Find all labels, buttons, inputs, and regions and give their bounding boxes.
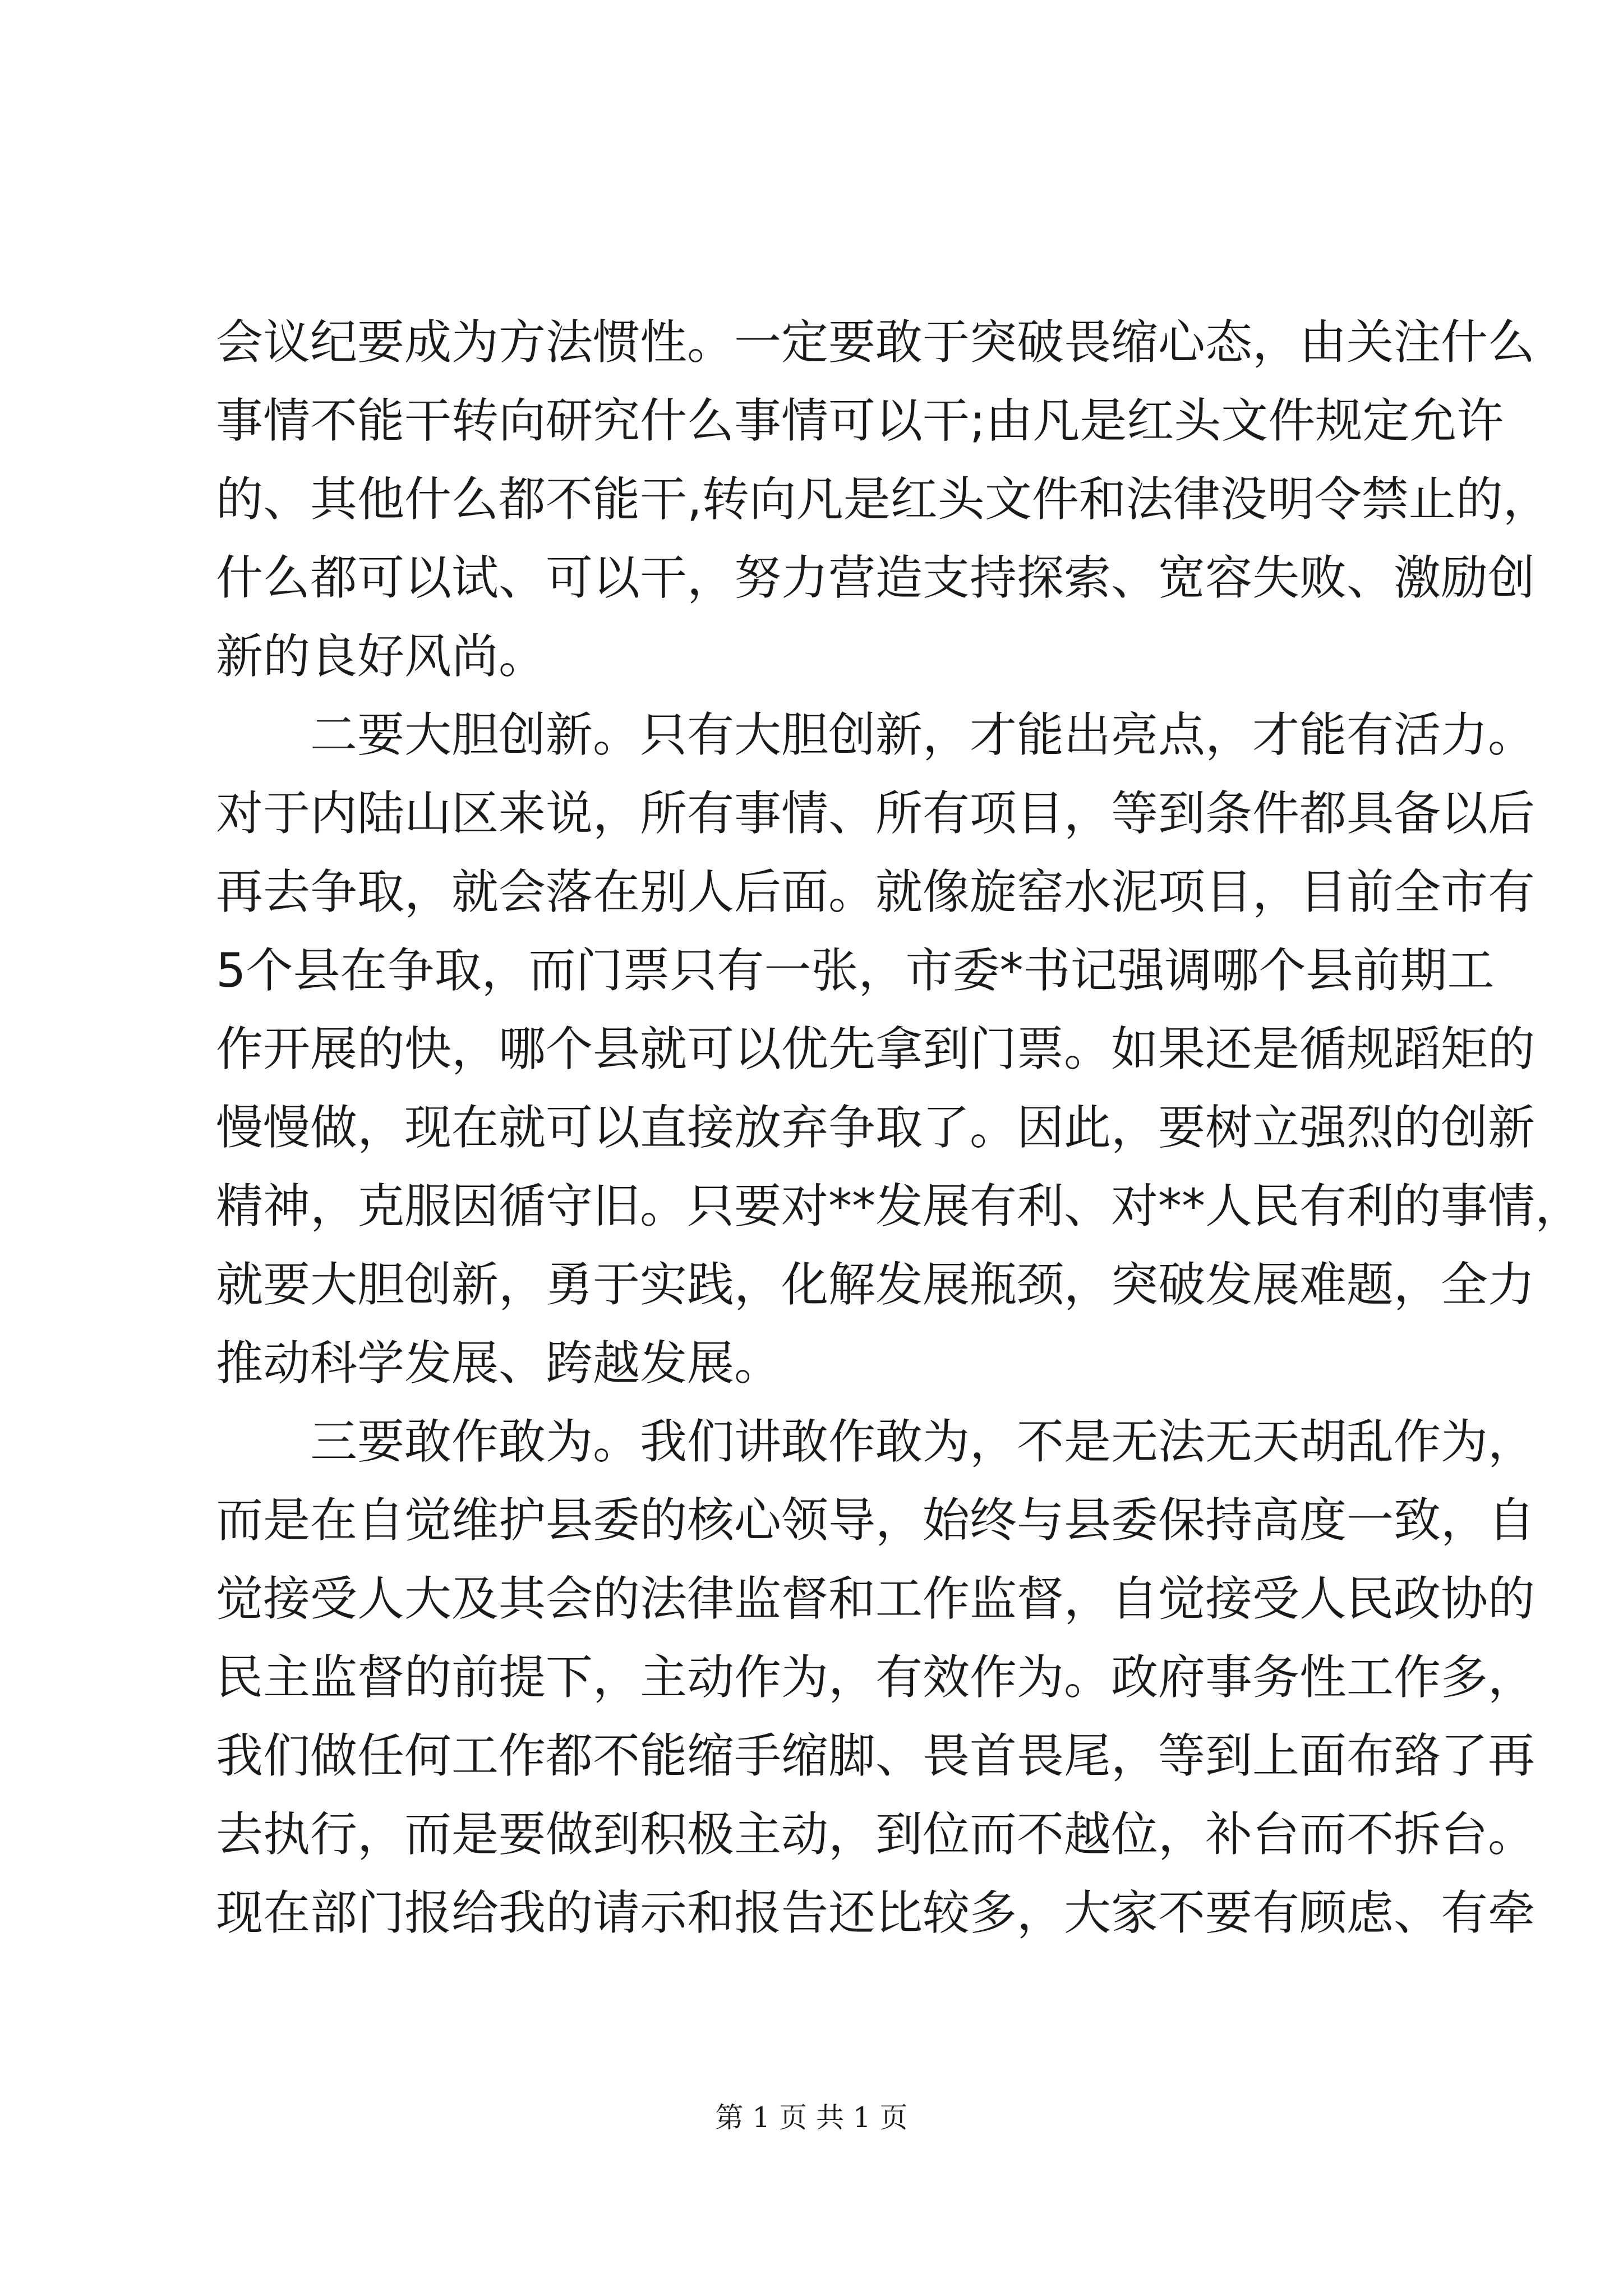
text-line: 而是在自觉维护县委的核心领导，始终与县委保持高度一致，自 (216, 1493, 1536, 1548)
text-line: 就要大胆创新，勇于实践，化解发展瓶颈，突破发展难题，全力 (216, 1257, 1536, 1312)
text-line: 慢慢做，现在就可以直接放弃争取了。因此，要树立强烈的创新 (216, 1100, 1536, 1155)
text-line: 什么都可以试、可以干，努力营造支持探索、宽容失败、激励创 (216, 550, 1536, 605)
text-line: 去执行，而是要做到积极主动，到位而不越位，补台而不拆台。 (216, 1807, 1536, 1862)
text-line: 我们做任何工作都不能缩手缩脚、畏首畏尾，等到上面布臵了再 (216, 1728, 1536, 1783)
text-line: 事情不能干转向研究什么事情可以干;由凡是红头文件规定允许 (216, 393, 1504, 448)
text-line: 的、其他什么都不能干,转向凡是红头文件和法律没明令禁止的， (216, 472, 1550, 527)
paragraph-first-line: 二要大胆创新。只有大胆创新，才能出亮点，才能有活力。 (310, 707, 1536, 762)
text-line: 作开展的快，哪个县就可以优先拿到门票。如果还是循规蹈矩的 (216, 1022, 1536, 1076)
text-line: 会议纪要成为方法惯性。一定要敢于突破畏缩心态，由关注什么 (216, 315, 1536, 370)
text-line: 新的良好风尚。 (216, 629, 546, 684)
document-body (216, 303, 1583, 1952)
text-line: 再去争取，就会落在别人后面。就像旋窑水泥项目，目前全市有 (216, 864, 1536, 919)
page-number-label: 第 1 页 共 1 页 (715, 2101, 908, 2134)
text-line: 推动科学发展、跨越发展。 (216, 1336, 782, 1391)
text-line: 对于内陆山区来说，所有事情、所有项目，等到条件都具备以后 (216, 786, 1536, 841)
text-line: 现在部门报给我的请示和报告还比较多，大家不要有顾虑、有牵 (216, 1885, 1536, 1940)
page-footer (0, 2101, 1623, 2134)
text-line: 民主监督的前提下，主动作为，有效作为。政府事务性工作多， (216, 1650, 1536, 1705)
text-line: 5个县在争取，而门票只有一张，市委*书记强调哪个县前期工 (216, 943, 1495, 998)
text-line: 觉接受人大及其会的法律监督和工作监督，自觉接受人民政协的 (216, 1571, 1536, 1626)
text-line: 精神，克服因循守旧。只要对**发展有利、对**人民有利的事情， (216, 1179, 1583, 1234)
paragraph-first-line: 三要敢作敢为。我们讲敢作敢为，不是无法无天胡乱作为， (310, 1414, 1536, 1469)
